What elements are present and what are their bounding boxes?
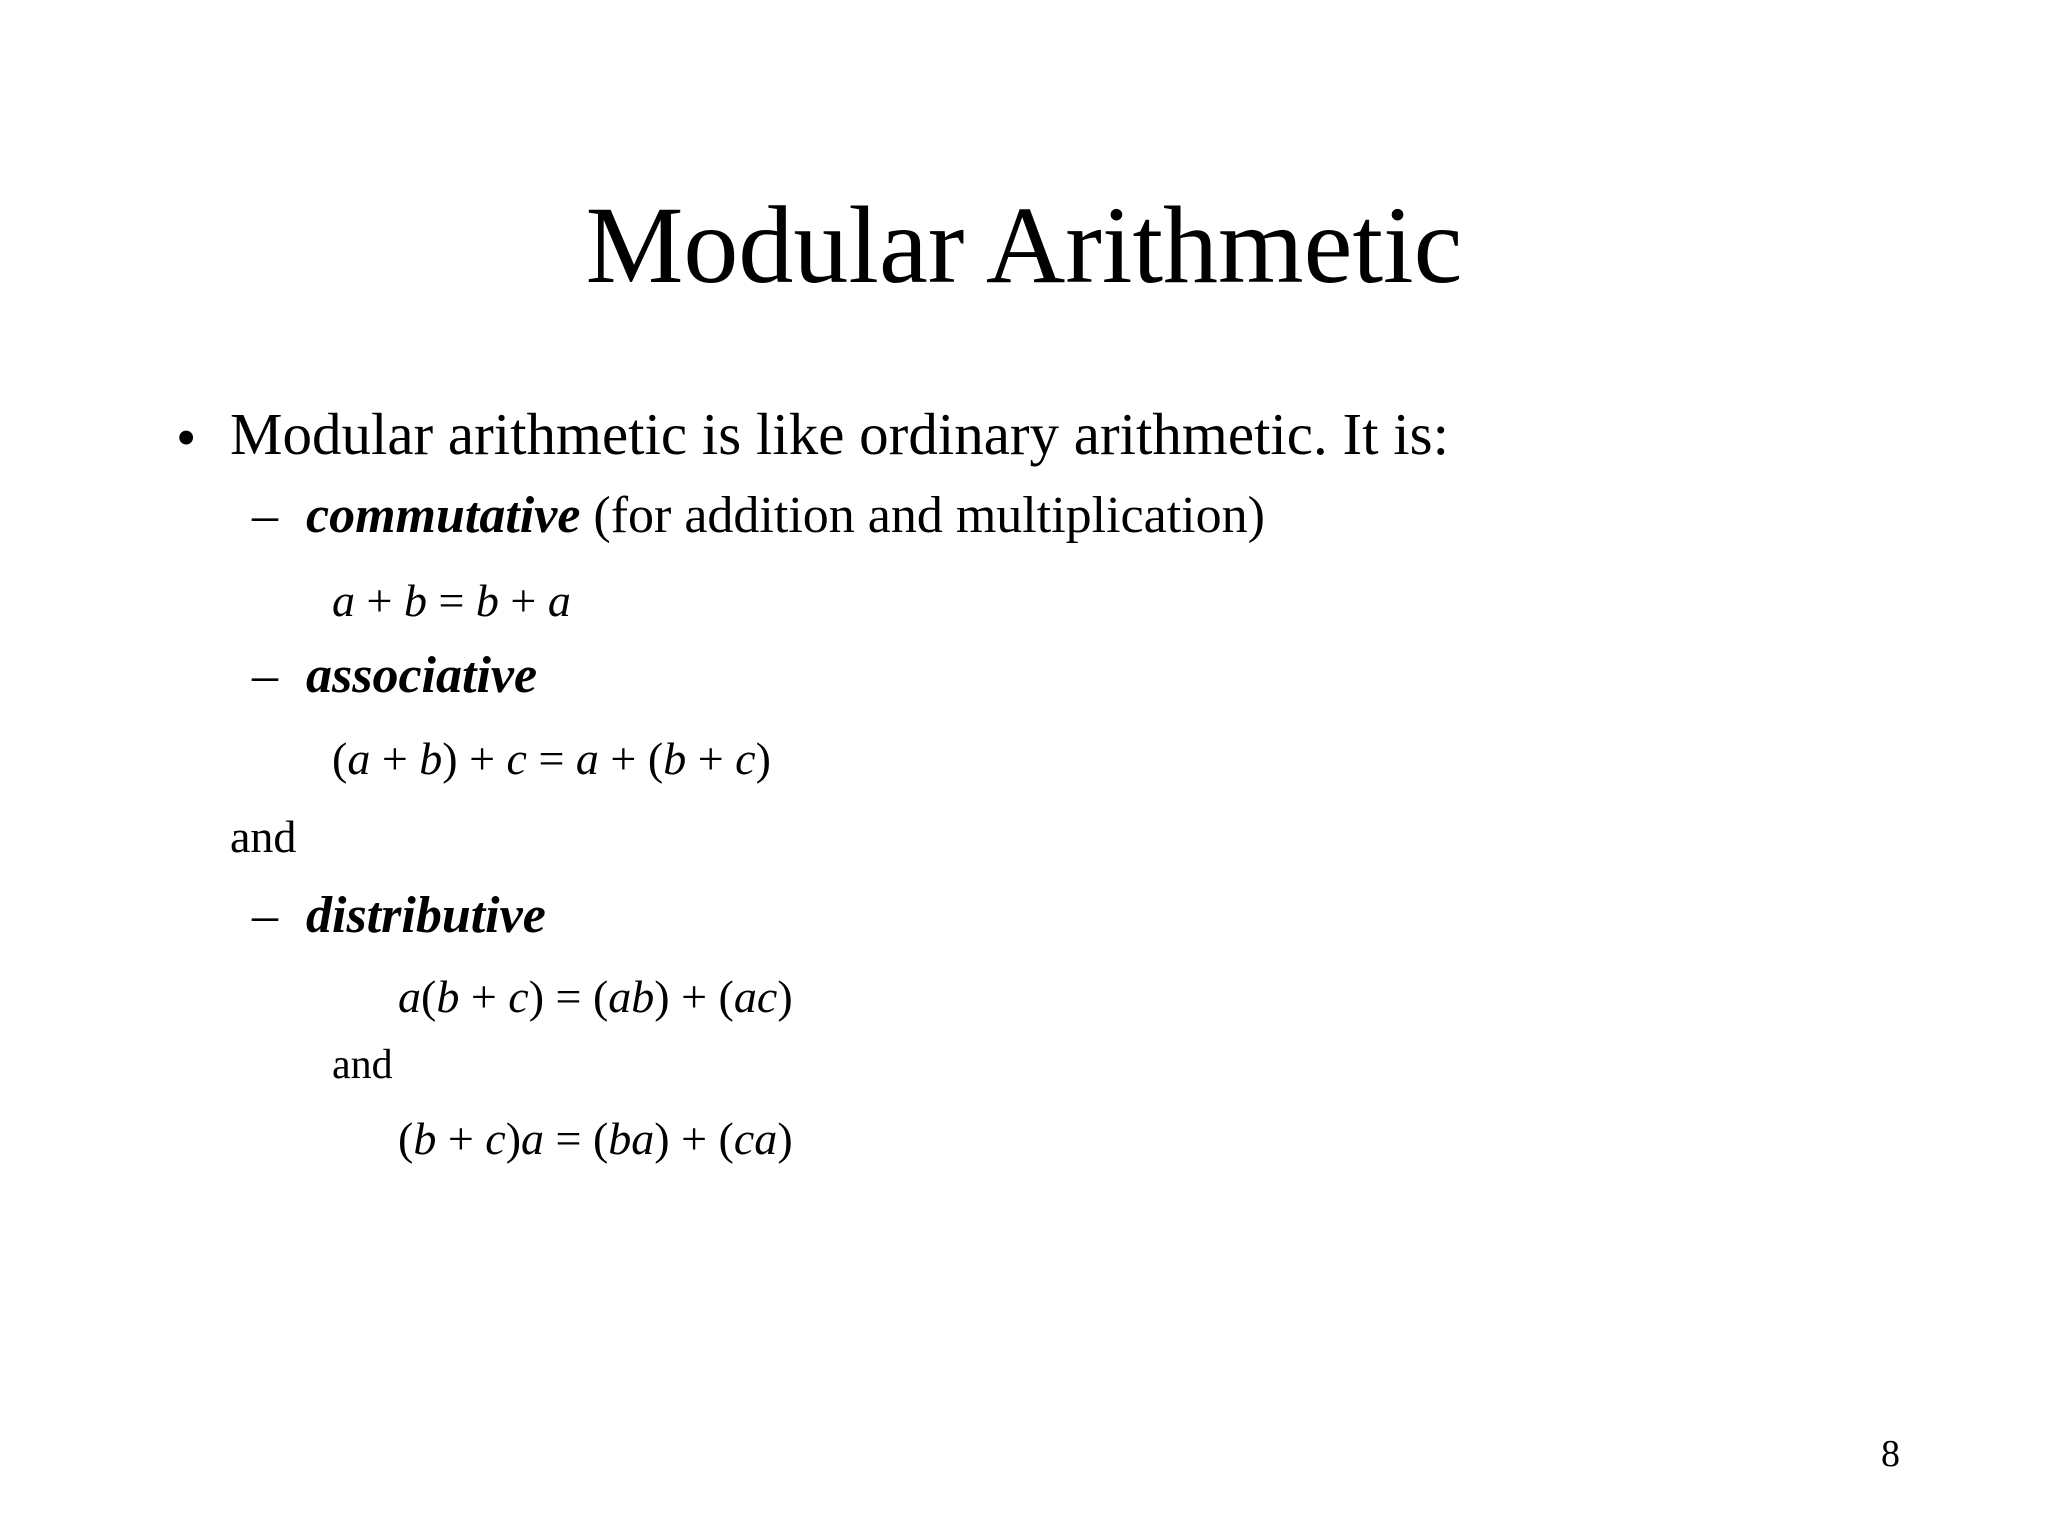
commutative-formula: [332, 572, 571, 630]
dash-associative: –: [252, 647, 278, 704]
op: ): [777, 971, 793, 1022]
var: ba: [608, 1113, 655, 1164]
distributive-line: [306, 884, 546, 948]
var: c: [508, 971, 529, 1022]
bullet-text: Modular arithmetic is like ordinary arithmetic. It is:: [230, 401, 1450, 467]
var: b: [436, 971, 460, 1022]
op: ): [777, 1113, 793, 1164]
associative-line: [306, 644, 537, 708]
commutative-line: [306, 484, 1265, 548]
op: +: [459, 971, 509, 1022]
op: ) = (: [528, 971, 609, 1022]
term-commutative: commutative: [306, 487, 581, 544]
var: b: [663, 733, 687, 784]
var: a: [521, 1113, 545, 1164]
dash-distributive: –: [252, 887, 278, 944]
op: =: [426, 575, 476, 626]
op: ) + (: [654, 971, 734, 1022]
op: +: [686, 733, 736, 784]
var: a: [398, 971, 421, 1022]
var: a: [332, 575, 355, 626]
page-number: 8: [1881, 1433, 1900, 1475]
var: b: [413, 1113, 437, 1164]
op: (: [332, 733, 348, 784]
op: +: [370, 733, 420, 784]
op: ) +: [442, 733, 507, 784]
op: +: [436, 1113, 486, 1164]
op: ): [755, 733, 771, 784]
op: +: [355, 575, 404, 626]
distributive-formula-2: [398, 1110, 793, 1168]
op: +: [498, 575, 548, 626]
op: (: [421, 971, 437, 1022]
var: a: [575, 733, 599, 784]
and-connector-2: and: [332, 1042, 393, 1088]
var: c: [485, 1113, 506, 1164]
var: b: [475, 575, 499, 626]
dash-commutative: –: [252, 487, 278, 544]
var: a: [547, 575, 571, 626]
var: c: [506, 733, 527, 784]
term-distributive: distributive: [306, 887, 546, 944]
op: (: [398, 1113, 414, 1164]
slide-title: Modular Arithmetic: [585, 184, 1463, 306]
var: b: [419, 733, 443, 784]
op: ): [505, 1113, 522, 1164]
var: c: [735, 733, 756, 784]
var: ac: [733, 971, 778, 1022]
op: =: [526, 733, 576, 784]
term-associative: associative: [306, 647, 538, 704]
var: b: [403, 575, 427, 626]
op: ) + (: [654, 1113, 734, 1164]
bullet-marker: •: [176, 405, 197, 470]
associative-formula: [332, 730, 771, 788]
and-connector: and: [230, 811, 297, 862]
var: ab: [608, 971, 655, 1022]
commutative-note: (for addition and multiplication): [580, 487, 1265, 544]
var: a: [347, 733, 371, 784]
op: = (: [544, 1113, 609, 1164]
var: ca: [733, 1113, 778, 1164]
op: + (: [598, 733, 664, 784]
distributive-formula-1: [398, 968, 793, 1026]
